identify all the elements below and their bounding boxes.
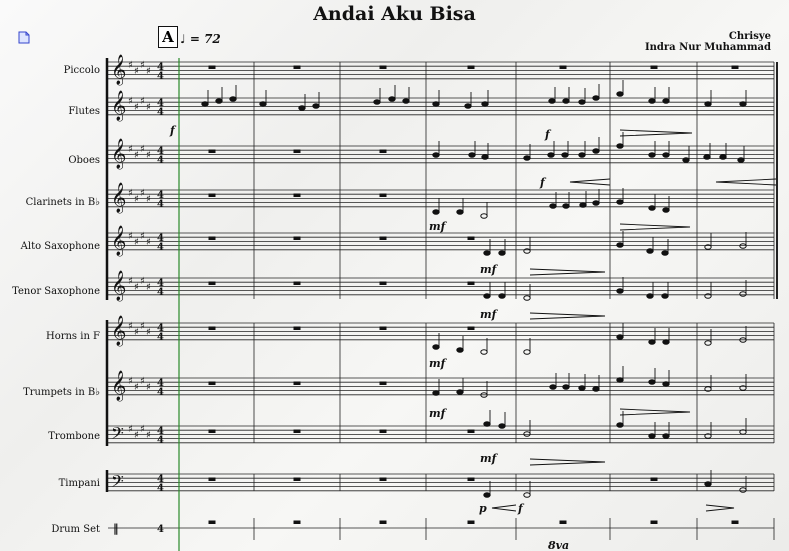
whole-rest[interactable]	[209, 194, 215, 197]
sharp-icon: ♯	[128, 96, 133, 107]
time-signature-denominator: 4	[157, 332, 164, 343]
whole-rest[interactable]	[380, 66, 386, 69]
whole-rest[interactable]	[209, 66, 215, 69]
sharp-icon: ♯	[128, 321, 133, 332]
whole-rest[interactable]	[209, 430, 215, 433]
whole-rest[interactable]	[380, 282, 386, 285]
note-head[interactable]	[663, 340, 669, 345]
whole-rest[interactable]	[380, 194, 386, 197]
note-head[interactable]	[647, 294, 653, 299]
note-head[interactable]	[202, 102, 208, 107]
crescendo-hairpin[interactable]	[570, 179, 610, 185]
tempo-marking[interactable]: ♩ = 72	[180, 32, 221, 46]
note-head[interactable]	[524, 350, 530, 355]
sharp-icon: ♯	[128, 60, 133, 71]
note-head[interactable]	[649, 99, 655, 104]
whole-rest[interactable]	[294, 382, 300, 385]
note-head[interactable]	[649, 206, 655, 211]
note-head[interactable]	[524, 249, 530, 254]
note-head[interactable]	[649, 340, 655, 345]
whole-rest[interactable]	[209, 150, 215, 153]
time-signature-numerator: 4	[157, 98, 164, 109]
sharp-icon: ♯	[146, 382, 151, 393]
note-head[interactable]	[563, 99, 569, 104]
decrescendo-hairpin[interactable]	[530, 459, 605, 465]
note-head[interactable]	[524, 296, 530, 301]
sharp-icon: ♯	[140, 96, 145, 107]
whole-rest[interactable]	[468, 478, 474, 481]
sharp-icon: ♯	[128, 424, 133, 435]
time-signature-numerator: 4	[157, 323, 164, 334]
treble-clef-icon: 𝄞	[111, 316, 127, 346]
note-head[interactable]	[457, 348, 463, 353]
whole-rest[interactable]	[468, 66, 474, 69]
note-head[interactable]	[499, 251, 505, 256]
instrument-label-flutes[interactable]: Flutes	[68, 106, 100, 117]
sharp-icon: ♯	[146, 66, 151, 77]
note-head[interactable]	[433, 345, 439, 350]
whole-rest[interactable]	[209, 382, 215, 385]
note-head[interactable]	[663, 208, 669, 213]
whole-rest[interactable]	[468, 282, 474, 285]
note-head[interactable]	[649, 380, 655, 385]
dynamic-mezzo-forte[interactable]: mf	[480, 308, 497, 321]
note-head[interactable]	[593, 96, 599, 101]
time-signature-denominator: 4	[157, 199, 164, 210]
sharp-icon: ♯	[134, 102, 139, 113]
note-head[interactable]	[433, 391, 439, 396]
note-head[interactable]	[499, 294, 505, 299]
instrument-label-alto-sax[interactable]: Alto Saxophone	[20, 241, 100, 252]
sharp-icon: ♯	[146, 327, 151, 338]
note-head[interactable]	[579, 386, 585, 391]
note-head[interactable]	[563, 204, 569, 209]
note-head[interactable]	[738, 158, 744, 163]
whole-rest[interactable]	[468, 430, 474, 433]
dynamic-forte[interactable]: f	[170, 124, 175, 137]
instrument-label-trumpets[interactable]: Trumpets in B♭	[23, 387, 100, 398]
note-head[interactable]	[260, 102, 266, 107]
note-head[interactable]	[524, 156, 530, 161]
decrescendo-hairpin[interactable]	[620, 224, 690, 230]
sharp-icon: ♯	[146, 430, 151, 441]
whole-rest[interactable]	[380, 521, 386, 524]
note-head[interactable]	[740, 292, 746, 297]
score-title: Andai Aku Bisa	[313, 3, 476, 25]
instrument-label-timpani[interactable]: Timpani	[58, 478, 100, 489]
note-head[interactable]	[617, 289, 623, 294]
note-head[interactable]	[580, 203, 586, 208]
whole-rest[interactable]	[294, 430, 300, 433]
sharp-icon: ♯	[140, 376, 145, 387]
note-head[interactable]	[720, 155, 726, 160]
sharp-icon: ♯	[134, 194, 139, 205]
note-head[interactable]	[216, 99, 222, 104]
note-head[interactable]	[705, 341, 711, 346]
whole-rest[interactable]	[209, 282, 215, 285]
composer-name: Chrisye	[728, 31, 771, 42]
note-head[interactable]	[481, 350, 487, 355]
sharp-icon: ♯	[128, 376, 133, 387]
sharp-icon: ♯	[134, 327, 139, 338]
whole-rest[interactable]	[732, 66, 738, 69]
dynamic-mezzo-forte[interactable]: mf	[429, 357, 446, 370]
note-head[interactable]	[617, 423, 623, 428]
sharp-icon: ♯	[128, 144, 133, 155]
note-head[interactable]	[662, 294, 668, 299]
sharp-icon: ♯	[146, 102, 151, 113]
note-head[interactable]	[683, 158, 689, 163]
note-head[interactable]	[705, 102, 711, 107]
note-head[interactable]	[484, 422, 490, 427]
instrument-label-trombone[interactable]: Trombone	[48, 431, 100, 442]
note-head[interactable]	[549, 99, 555, 104]
note-head[interactable]	[593, 149, 599, 154]
note-head[interactable]	[649, 434, 655, 439]
sharp-icon: ♯	[128, 188, 133, 199]
note-head[interactable]	[433, 102, 439, 107]
treble-clef-icon: 𝄞	[111, 55, 127, 85]
whole-rest[interactable]	[651, 478, 657, 481]
note-head[interactable]	[663, 382, 669, 387]
note-head[interactable]	[562, 153, 568, 158]
sharp-icon: ♯	[140, 60, 145, 71]
time-signature-denominator: 4	[157, 435, 164, 446]
bass-clef-icon: 𝄢	[111, 423, 124, 447]
time-signature-denominator: 4	[157, 71, 164, 82]
instrument-label-horns[interactable]: Horns in F	[45, 331, 100, 342]
sharp-icon: ♯	[140, 144, 145, 155]
treble-clef-icon: 𝄞	[111, 139, 127, 169]
sharp-icon: ♯	[140, 424, 145, 435]
whole-rest[interactable]	[294, 194, 300, 197]
time-signature-denominator: 4	[157, 483, 164, 494]
time-signature-numerator: 4	[157, 146, 164, 157]
crescendo-hairpin[interactable]	[716, 179, 776, 185]
note-head[interactable]	[649, 153, 655, 158]
note-head[interactable]	[579, 100, 585, 105]
note-head[interactable]	[389, 97, 395, 102]
whole-rest[interactable]	[732, 521, 738, 524]
whole-rest[interactable]	[468, 327, 474, 330]
instrument-label-tenor-sax[interactable]: Tenor Saxophone	[12, 286, 100, 297]
note-head[interactable]	[740, 488, 746, 493]
note-head[interactable]	[484, 294, 490, 299]
note-head[interactable]	[457, 210, 463, 215]
whole-rest[interactable]	[380, 382, 386, 385]
treble-clef-icon: 𝄞	[111, 226, 127, 256]
arranger-name: Indra Nur Muhammad	[644, 42, 771, 53]
note-head[interactable]	[663, 99, 669, 104]
rehearsal-mark[interactable]: A	[158, 26, 178, 48]
note-head[interactable]	[457, 390, 463, 395]
bass-clef-icon: 𝄢	[111, 471, 124, 495]
note-head[interactable]	[481, 214, 487, 219]
note-head[interactable]	[403, 99, 409, 104]
sharp-icon: ♯	[134, 382, 139, 393]
note-head[interactable]	[647, 249, 653, 254]
time-signature-denominator: 4	[157, 387, 164, 398]
time-signature-numerator: 4	[157, 474, 164, 485]
whole-rest[interactable]	[294, 237, 300, 240]
note-head[interactable]	[433, 210, 439, 215]
decrescendo-hairpin[interactable]	[530, 269, 605, 275]
ottava-mark[interactable]: 8va	[548, 539, 570, 551]
dynamic-piano[interactable]: p	[479, 502, 487, 515]
note-head[interactable]	[705, 294, 711, 299]
sharp-icon: ♯	[146, 194, 151, 205]
note-head[interactable]	[579, 153, 585, 158]
time-signature-denominator: 4	[157, 155, 164, 166]
note-head[interactable]	[617, 335, 623, 340]
whole-rest[interactable]	[380, 478, 386, 481]
whole-rest[interactable]	[468, 237, 474, 240]
sharp-icon: ♯	[146, 150, 151, 161]
sharp-icon: ♯	[140, 188, 145, 199]
note-head[interactable]	[740, 102, 746, 107]
whole-rest[interactable]	[651, 521, 657, 524]
note-head[interactable]	[593, 387, 599, 392]
whole-rest[interactable]	[294, 521, 300, 524]
time-signature-numerator: 4	[157, 278, 164, 289]
sharp-icon: ♯	[134, 66, 139, 77]
sharp-icon: ♯	[140, 276, 145, 287]
note-head[interactable]	[704, 155, 710, 160]
note-head[interactable]	[617, 378, 623, 383]
whole-rest[interactable]	[468, 521, 474, 524]
treble-clef-icon: 𝄞	[111, 183, 127, 213]
note-head[interactable]	[563, 385, 569, 390]
sharp-icon: ♯	[128, 231, 133, 242]
whole-rest[interactable]	[294, 150, 300, 153]
note-head[interactable]	[230, 97, 236, 102]
note-head[interactable]	[548, 153, 554, 158]
treble-clef-icon: 𝄞	[111, 271, 127, 301]
whole-rest[interactable]	[560, 521, 566, 524]
note-head[interactable]	[662, 251, 668, 256]
decrescendo-hairpin[interactable]	[620, 409, 690, 415]
note-head[interactable]	[617, 243, 623, 248]
whole-rest[interactable]	[560, 66, 566, 69]
decrescendo-hairpin[interactable]	[620, 130, 692, 136]
note-head[interactable]	[484, 493, 490, 498]
note-head[interactable]	[299, 106, 305, 111]
whole-rest[interactable]	[380, 237, 386, 240]
whole-rest[interactable]	[294, 66, 300, 69]
time-signature: 4	[157, 524, 164, 535]
note-head[interactable]	[469, 153, 475, 158]
sharp-icon: ♯	[140, 321, 145, 332]
instrument-label-drum-set[interactable]: Drum Set	[51, 524, 100, 535]
instrument-label-piccolo[interactable]: Piccolo	[63, 65, 100, 76]
time-signature-numerator: 4	[157, 426, 164, 437]
instrument-label-clarinets[interactable]: Clarinets in B♭	[25, 197, 100, 208]
sharp-icon: ♯	[134, 282, 139, 293]
sharp-icon: ♯	[146, 282, 151, 293]
whole-rest[interactable]	[651, 66, 657, 69]
dynamic-mezzo-forte[interactable]: mf	[429, 220, 446, 233]
dynamic-mezzo-forte[interactable]: mf	[480, 263, 497, 276]
dynamic-forte[interactable]: f	[540, 176, 545, 189]
treble-clef-icon: 𝄞	[111, 371, 127, 401]
sharp-icon: ♯	[134, 430, 139, 441]
note-head[interactable]	[499, 424, 505, 429]
whole-rest[interactable]	[209, 521, 215, 524]
time-signature-numerator: 4	[157, 233, 164, 244]
whole-rest[interactable]	[294, 282, 300, 285]
treble-clef-icon: 𝄞	[111, 91, 127, 121]
time-signature-denominator: 4	[157, 287, 164, 298]
note-head[interactable]	[484, 251, 490, 256]
note-head[interactable]	[617, 144, 623, 149]
time-signature-numerator: 4	[157, 62, 164, 73]
time-signature-numerator: 4	[157, 378, 164, 389]
note-head[interactable]	[663, 434, 669, 439]
note-head[interactable]	[374, 100, 380, 105]
crescendo-hairpin[interactable]	[492, 505, 516, 511]
note-head[interactable]	[550, 385, 556, 390]
note-head[interactable]	[524, 493, 530, 498]
dynamic-forte[interactable]: f	[545, 128, 550, 141]
time-signature-denominator: 4	[157, 107, 164, 118]
note-head[interactable]	[482, 155, 488, 160]
decrescendo-hairpin[interactable]	[706, 505, 734, 511]
instrument-label-oboes[interactable]: Oboes	[68, 155, 100, 166]
dynamic-mezzo-forte[interactable]: mf	[429, 407, 446, 420]
whole-rest[interactable]	[209, 327, 215, 330]
note-head[interactable]	[465, 104, 471, 109]
note-head[interactable]	[617, 92, 623, 97]
note-head[interactable]	[663, 153, 669, 158]
sharp-icon: ♯	[134, 237, 139, 248]
whole-rest[interactable]	[209, 237, 215, 240]
sharp-icon: ♯	[146, 237, 151, 248]
whole-rest[interactable]	[209, 478, 215, 481]
note-head[interactable]	[313, 104, 319, 109]
dynamic-mezzo-forte[interactable]: mf	[480, 452, 497, 465]
sharp-icon: ♯	[140, 231, 145, 242]
note-head[interactable]	[593, 201, 599, 206]
dynamic-forte[interactable]: f	[518, 502, 523, 515]
whole-rest[interactable]	[294, 478, 300, 481]
time-signature-numerator: 4	[157, 190, 164, 201]
percussion-clef-icon: ‖	[113, 522, 119, 535]
decrescendo-hairpin[interactable]	[530, 313, 605, 319]
note-head[interactable]	[550, 204, 556, 209]
whole-rest[interactable]	[380, 430, 386, 433]
note-head[interactable]	[433, 153, 439, 158]
whole-rest[interactable]	[380, 150, 386, 153]
sharp-icon: ♯	[128, 276, 133, 287]
note-head[interactable]	[705, 482, 711, 487]
whole-rest[interactable]	[294, 327, 300, 330]
time-signature-denominator: 4	[157, 242, 164, 253]
sharp-icon: ♯	[134, 150, 139, 161]
whole-rest[interactable]	[380, 327, 386, 330]
note-head[interactable]	[482, 102, 488, 107]
note-head[interactable]	[617, 200, 623, 205]
